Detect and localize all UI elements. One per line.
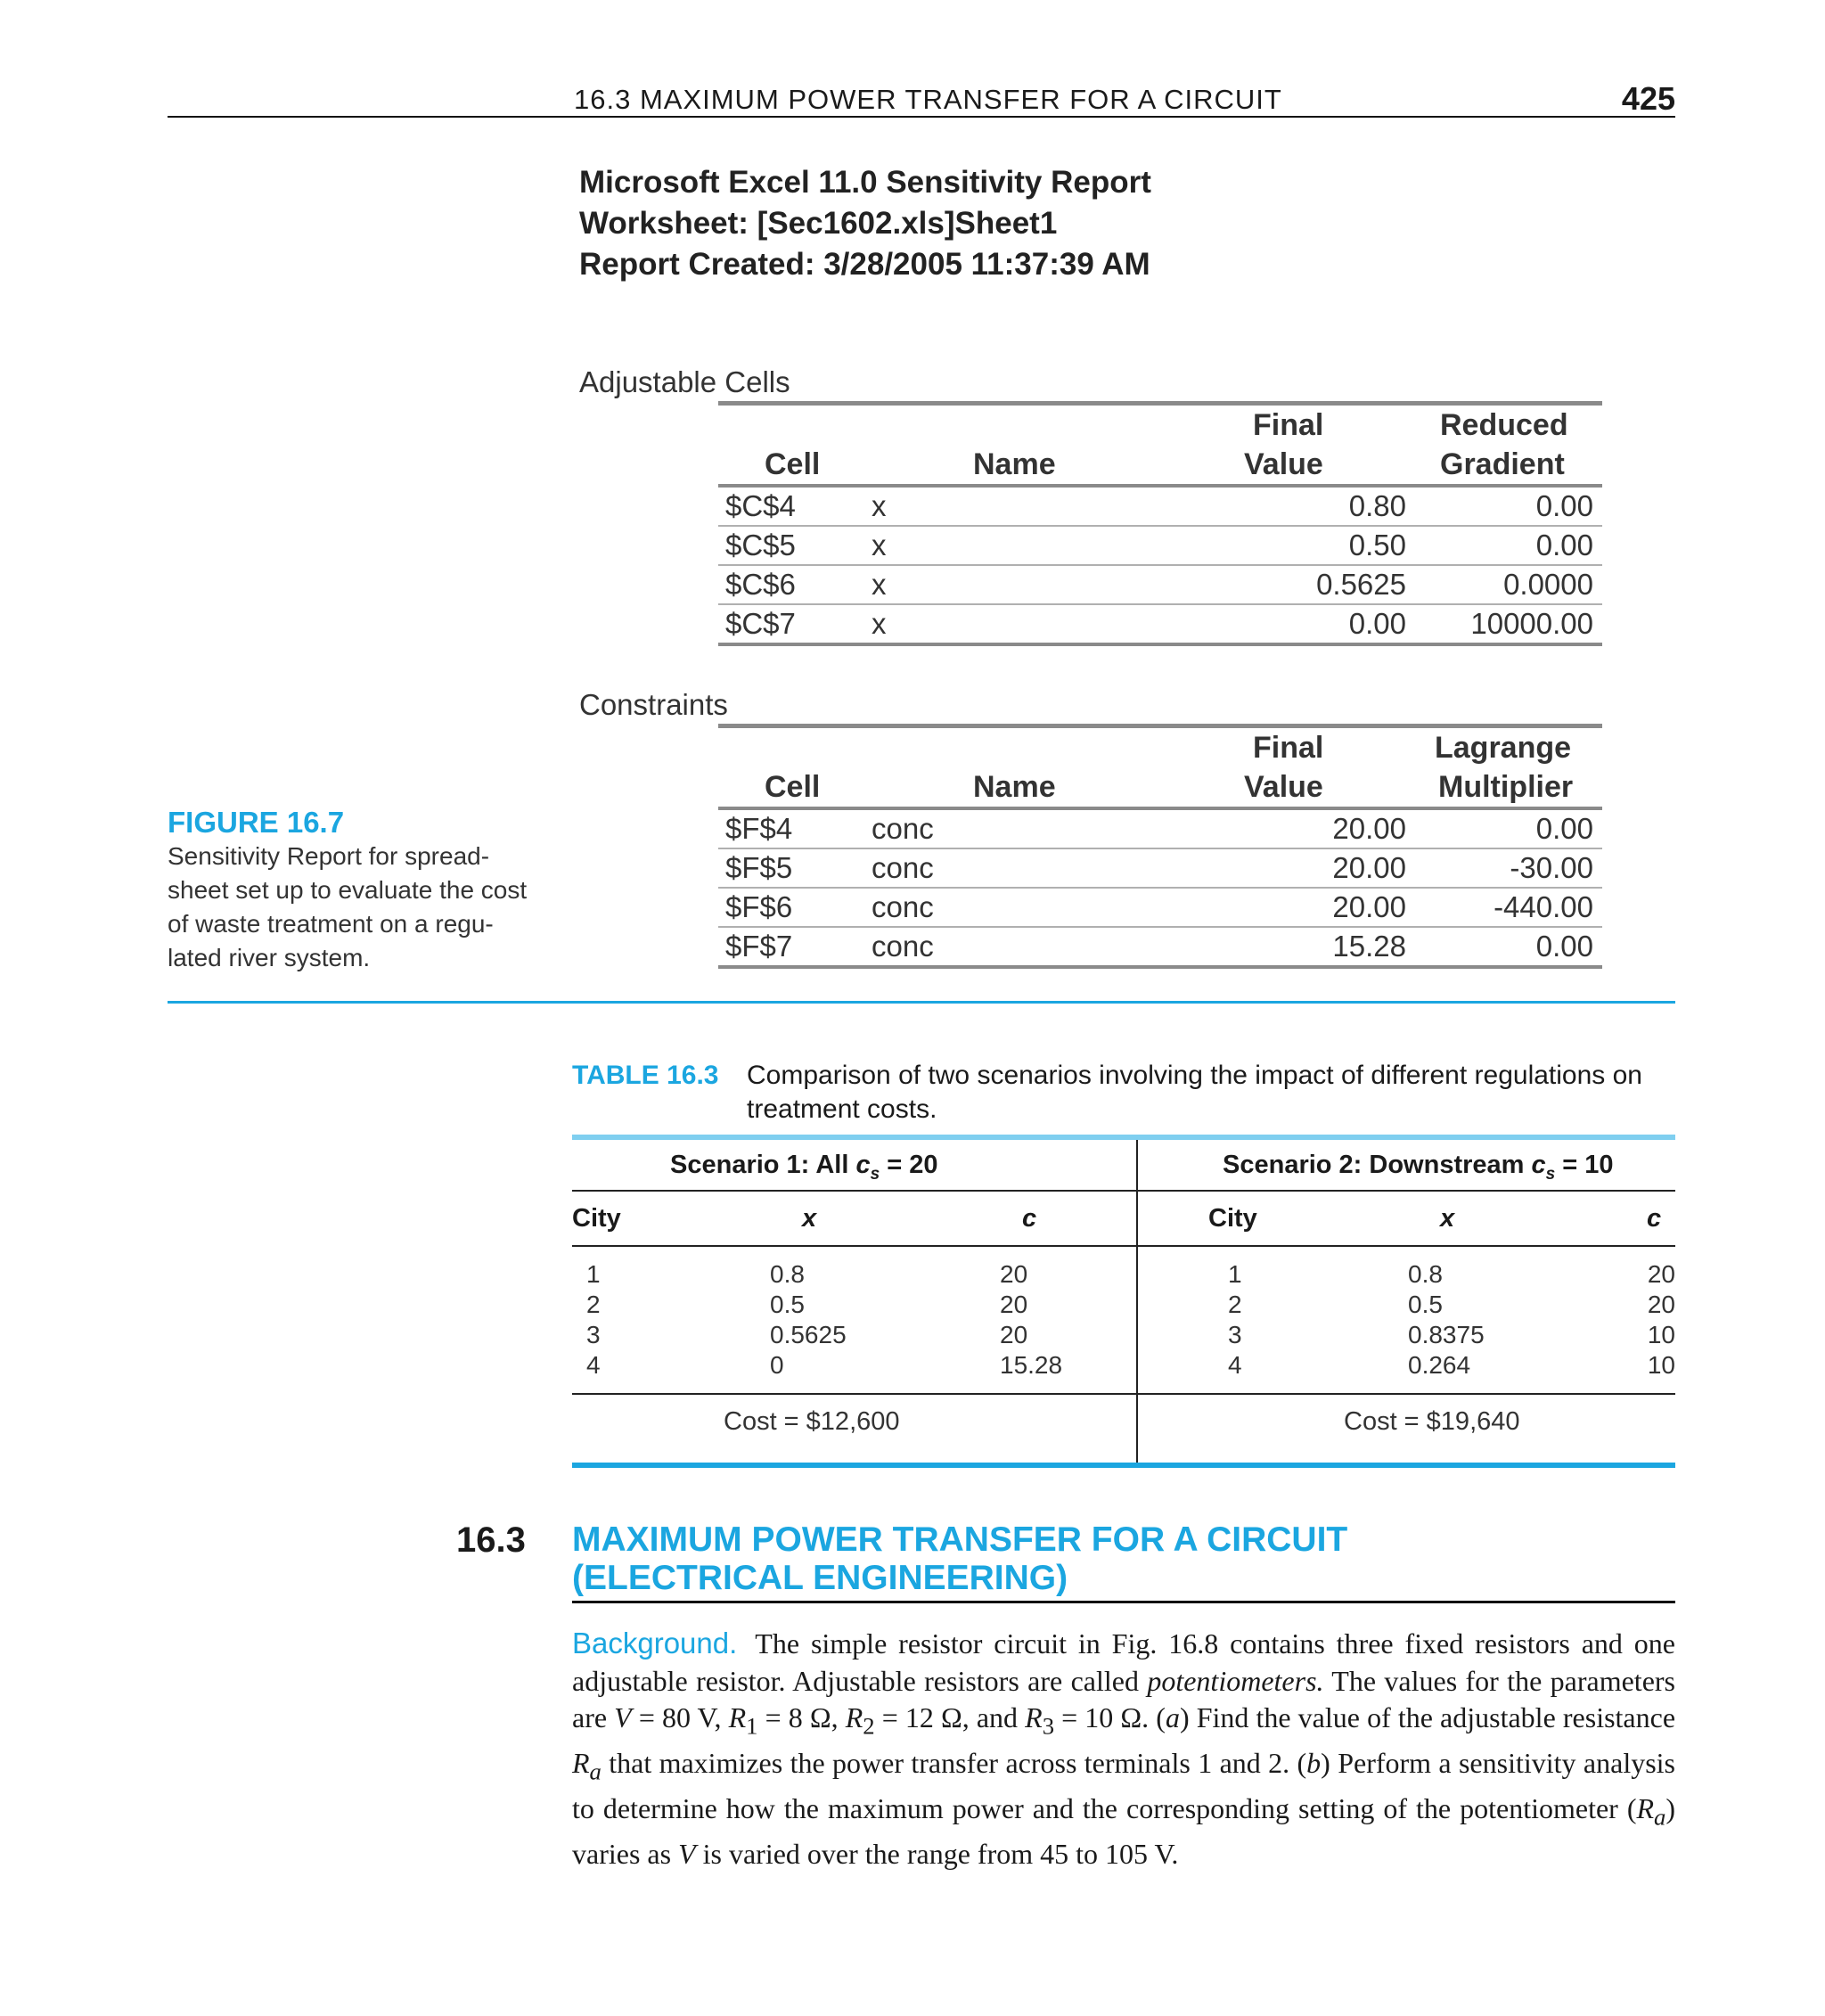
scenario-1-header [670,1151,937,1184]
c-cell: 20 [1647,1291,1675,1318]
city-cell: 1 [586,1260,601,1288]
city-cell: 3 [1228,1321,1242,1348]
body-text-italic: potentiometers. [1147,1664,1324,1697]
cell-ref: $F$5 [725,851,793,884]
final-value: 0.80 [1348,489,1406,522]
header-cell: Cell [765,770,821,804]
cell-ref: $F$7 [725,930,793,963]
background-paragraph [572,1625,1675,1873]
cell-name: x [872,529,887,561]
body-text: = 80 V, [631,1701,729,1733]
x-cell: 0.5625 [770,1321,847,1348]
final-value: 0.5625 [1316,568,1406,601]
x-cell: 0.5 [1408,1291,1443,1318]
table-caption [572,1059,1675,1124]
cell-ref: $F$4 [725,812,793,845]
report-line-1: Microsoft Excel 11.0 Sensitivity Report [579,165,1151,200]
var-r: R [572,1746,590,1779]
header-gradient: Gradient [1440,447,1565,481]
table-rule [572,1393,1675,1395]
cell-name: conc [872,930,934,963]
col-c: c [1022,1204,1037,1233]
subscript: a [589,1758,602,1785]
subscript: 1 [746,1712,758,1740]
adjustable-cells-label: Adjustable Cells [579,365,790,398]
section-title [572,1520,1347,1597]
header-value: Value [1244,770,1323,804]
c-cell: 20 [1000,1321,1028,1348]
x-cell: 0.8 [1408,1260,1443,1288]
cs-variable: c [1531,1151,1546,1179]
city-cell: 2 [586,1291,601,1318]
final-value: 0.00 [1348,607,1406,640]
figure-caption-line: of waste treatment on a regu- [168,910,494,938]
running-header [168,80,1675,118]
header-cell: Cell [765,447,821,481]
cell-name: x [872,607,887,640]
table-label: TABLE 16.3 [572,1061,719,1090]
reduced-gradient: 0.00 [1535,489,1593,522]
figure-caption [168,806,542,975]
scenario-2-cost: Cost = $19,640 [1344,1407,1520,1436]
table-rule [572,1190,1675,1192]
body-text: is varied over the range from 45 to 105 V. [695,1837,1179,1870]
col-c: c [1647,1204,1662,1233]
lagrange-multiplier: 0.00 [1535,812,1593,845]
x-cell: 0.5 [770,1291,805,1318]
lagrange-multiplier: 0.00 [1535,930,1593,963]
subscript: a [1654,1803,1666,1831]
figure-caption-line: sheet set up to evaluate the cost [168,876,528,904]
header-name: Name [973,447,1056,481]
table-row [718,889,1602,928]
page-number: 425 [1621,80,1675,117]
lagrange-multiplier: -440.00 [1494,890,1593,923]
cell-ref: $C$7 [725,607,796,640]
table-divider [1136,1140,1138,1463]
reduced-gradient: 0.00 [1535,529,1593,561]
x-cell: 0.8375 [1408,1321,1485,1348]
c-cell: 20 [1647,1260,1675,1288]
reduced-gradient: 10000.00 [1470,607,1593,640]
c-cell: 10 [1647,1321,1675,1348]
report-line-3: Report Created: 3/28/2005 11:37:39 AM [579,247,1150,282]
var-v: V [614,1701,632,1733]
cs-subscript: s [1545,1164,1556,1184]
figure-bottom-rule [168,1001,1675,1004]
cs-subscript: s [870,1164,880,1184]
cell-name: conc [872,812,934,845]
cell-name: conc [872,851,934,884]
table-row [718,566,1602,605]
table-row [718,928,1602,969]
table-rule [572,1245,1675,1247]
figure-label: FIGURE 16.7 [168,806,345,839]
section-number: 16.3 [456,1520,526,1560]
city-cell: 4 [586,1351,601,1379]
background-label: Background. [572,1627,738,1660]
scenario-1-value: = 20 [887,1151,938,1179]
table-header [718,406,1602,488]
table-top-rule [572,1135,1675,1140]
var-r: R [728,1701,747,1733]
body-text: The values for the parameters are [572,1664,1676,1733]
final-value: 20.00 [1332,812,1406,845]
final-value: 15.28 [1332,930,1406,963]
cell-name: x [872,568,887,601]
final-value: 20.00 [1332,851,1406,884]
col-city: City [1208,1204,1257,1233]
figure-caption-line: lated river system. [168,944,371,971]
header-name: Name [973,770,1056,804]
var-r: R [1025,1701,1043,1733]
reduced-gradient: 0.0000 [1503,568,1593,601]
table-row [718,849,1602,889]
var-v: V [678,1837,696,1870]
header-lagrange: Lagrange [1435,731,1572,765]
scenario-1-cost: Cost = $12,600 [724,1407,900,1436]
running-title: 16.3 MAXIMUM POWER TRANSFER FOR A CIRCUIT [574,84,1282,115]
final-value: 0.50 [1348,529,1406,561]
body-text: The simple resistor circuit in Fig. 16.8 contains three fixed resistors and one adjustable resistor. Adjustable resistors are called [572,1627,1675,1697]
constraints-table [718,724,1602,969]
constraints-label: Constraints [579,688,728,721]
table-caption-text: Comparison of two scenarios involving the impact of different regulations on treatment costs. [747,1061,1642,1124]
final-value: 20.00 [1332,890,1406,923]
col-city: City [572,1204,621,1233]
body-text: = 12 Ω, and [874,1701,1026,1733]
header-final: Final [1253,408,1324,442]
col-x: x [802,1204,817,1233]
report-line-2: Worksheet: [Sec1602.xls]Sheet1 [579,206,1058,241]
section-title-line-1: MAXIMUM POWER TRANSFER FOR A CIRCUIT [572,1520,1348,1559]
cell-ref: $C$6 [725,568,796,601]
subscript: 2 [863,1712,875,1740]
var-r: R [845,1701,863,1733]
lagrange-multiplier: -30.00 [1510,851,1593,884]
adjustable-cells-table [718,401,1602,646]
section-title-line-2: (ELECTRICAL ENGINEERING) [572,1559,1068,1597]
c-cell: 20 [1000,1260,1028,1288]
var-r: R [1636,1791,1655,1824]
c-cell: 10 [1647,1351,1675,1379]
table-row [718,488,1602,527]
body-text: ) varies as [572,1791,1675,1870]
x-cell: 0.264 [1408,1351,1471,1379]
body-text: = 10 Ω. ( [1054,1701,1166,1733]
table-header [718,728,1602,810]
header-multiplier: Multiplier [1438,770,1574,804]
var-b: b [1306,1746,1322,1779]
c-cell: 20 [1000,1291,1028,1318]
header-final: Final [1253,731,1324,765]
table-row [718,605,1602,646]
scenario-2-label: Scenario 2: Downstream [1223,1151,1525,1179]
col-x: x [1440,1204,1455,1233]
report-title-block [579,162,1151,285]
cell-ref: $F$6 [725,890,793,923]
body-text: that maximizes the power transfer across terminals 1 and 2. ( [601,1746,1307,1779]
header-value: Value [1244,447,1323,481]
table-bottom-rule [572,1463,1675,1468]
comparison-table [572,1135,1675,1468]
c-cell: 15.28 [1000,1351,1063,1379]
x-cell: 0.8 [770,1260,805,1288]
header-reduced: Reduced [1440,408,1568,442]
cell-ref: $C$4 [725,489,796,522]
cell-name: conc [872,890,934,923]
figure-caption-line: Sensitivity Report for spread- [168,842,490,870]
city-cell: 4 [1228,1351,1242,1379]
city-cell: 2 [1228,1291,1242,1318]
cell-name: x [872,489,887,522]
body-text: ) Perform a sensitivity analysis to determine how the maximum power and the corresponding setting of the potentiometer ( [572,1746,1676,1824]
city-cell: 3 [586,1321,601,1348]
scenario-2-header [1223,1151,1614,1184]
x-cell: 0 [770,1351,784,1379]
cs-variable: c [855,1151,871,1179]
section-title-rule [572,1601,1675,1603]
scenario-2-value: = 10 [1562,1151,1614,1179]
table-row [718,527,1602,566]
body-text: ) Find the value of the adjustable resistance [1179,1701,1676,1733]
cell-ref: $C$5 [725,529,796,561]
body-text: = 8 Ω, [757,1701,846,1733]
scenario-1-label: Scenario 1: All [670,1151,849,1179]
city-cell: 1 [1228,1260,1242,1288]
subscript: 3 [1042,1712,1055,1740]
var-a: a [1165,1701,1180,1733]
table-row [718,810,1602,849]
